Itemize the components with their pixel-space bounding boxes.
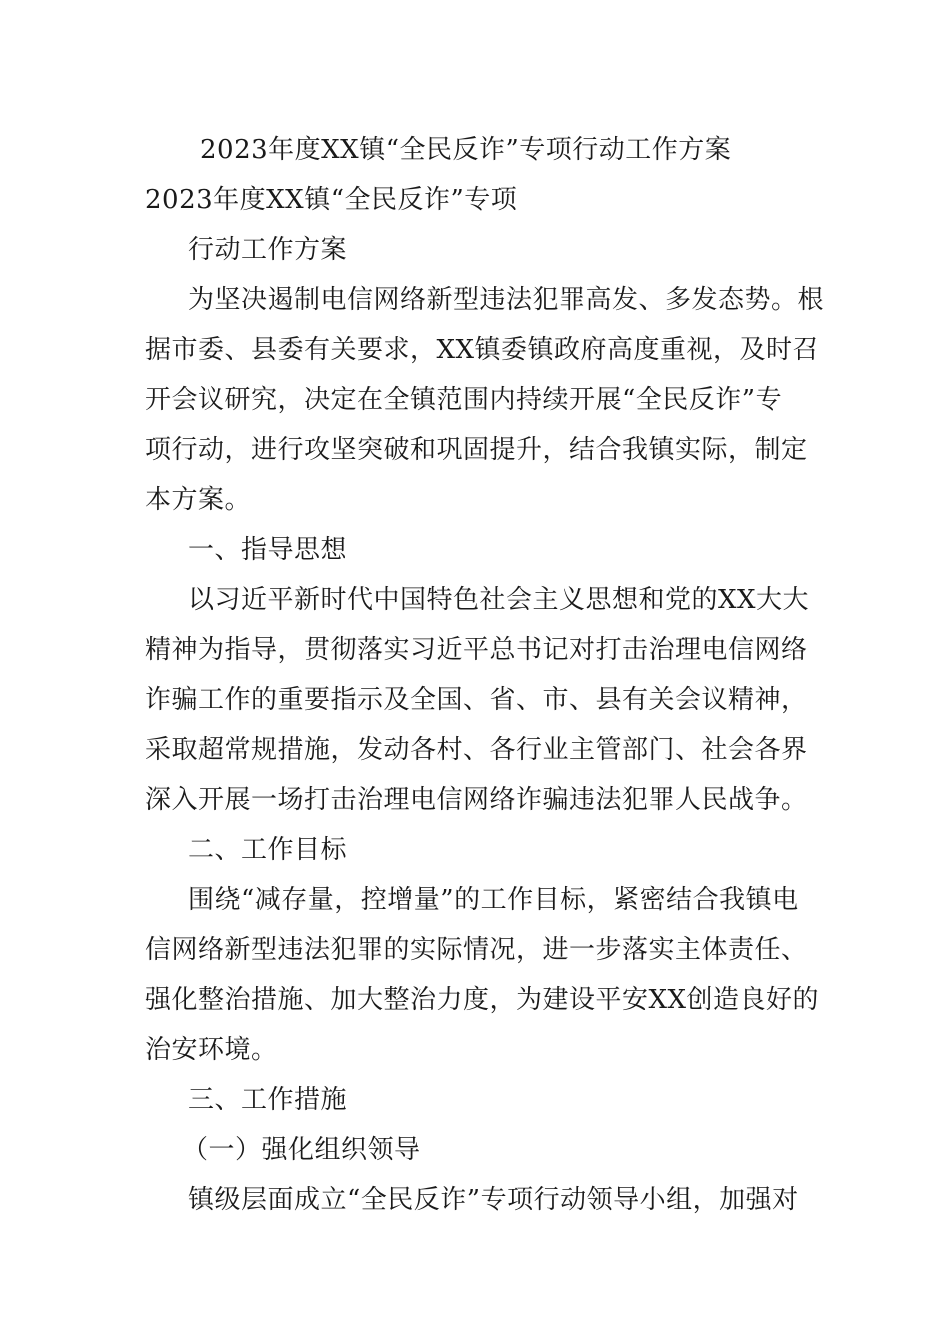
section-heading: 三、工作措施 (188, 1085, 348, 1115)
paragraph-line: 镇级层面成立“全民反诈”专项行动领导小组，加强对 (188, 1185, 799, 1215)
paragraph-line: 强化整治措施、加大整治力度，为建设平安XX创造良好的 (145, 985, 820, 1015)
paragraph-line: 为坚决遏制电信网络新型违法犯罪高发、多发态势。根 (188, 285, 825, 315)
paragraph-line: 以习近平新时代中国特色社会主义思想和党的XX大大 (188, 585, 810, 615)
document-title: 2023年度XX镇“全民反诈”专项行动工作方案 (200, 135, 732, 165)
paragraph-line: 信网络新型违法犯罪的实际情况，进一步落实主体责任、 (145, 935, 808, 965)
paragraph-line: 采取超常规措施，发动各村、各行业主管部门、社会各界 (145, 735, 808, 765)
document-subtitle-line-1: 2023年度XX镇“全民反诈”专项 (145, 185, 518, 215)
paragraph-line: 据市委、县委有关要求，XX镇委镇政府高度重视，及时召 (145, 335, 820, 365)
paragraph-line: 围绕“减存量，控增量”的工作目标，紧密结合我镇电 (188, 885, 799, 915)
paragraph-line: 开会议研究，决定在全镇范围内持续开展“全民反诈”专 (145, 385, 783, 415)
subsection-heading: （一）强化组织领导 (182, 1135, 421, 1165)
paragraph-line: 精神为指导，贯彻落实习近平总书记对打击治理电信网络 (145, 635, 808, 665)
paragraph-line: 诈骗工作的重要指示及全国、省、市、县有关会议精神， (145, 685, 808, 715)
document-subtitle-line-2: 行动工作方案 (188, 235, 348, 265)
paragraph-line: 深入开展一场打击治理电信网络诈骗违法犯罪人民战争。 (145, 785, 808, 815)
paragraph-line: 本方案。 (145, 485, 252, 515)
paragraph-line: 治安环境。 (145, 1035, 278, 1065)
paragraph-line: 项行动，进行攻坚突破和巩固提升，结合我镇实际，制定 (145, 435, 808, 465)
section-heading: 二、工作目标 (188, 835, 348, 865)
section-heading: 一、指导思想 (188, 535, 348, 565)
